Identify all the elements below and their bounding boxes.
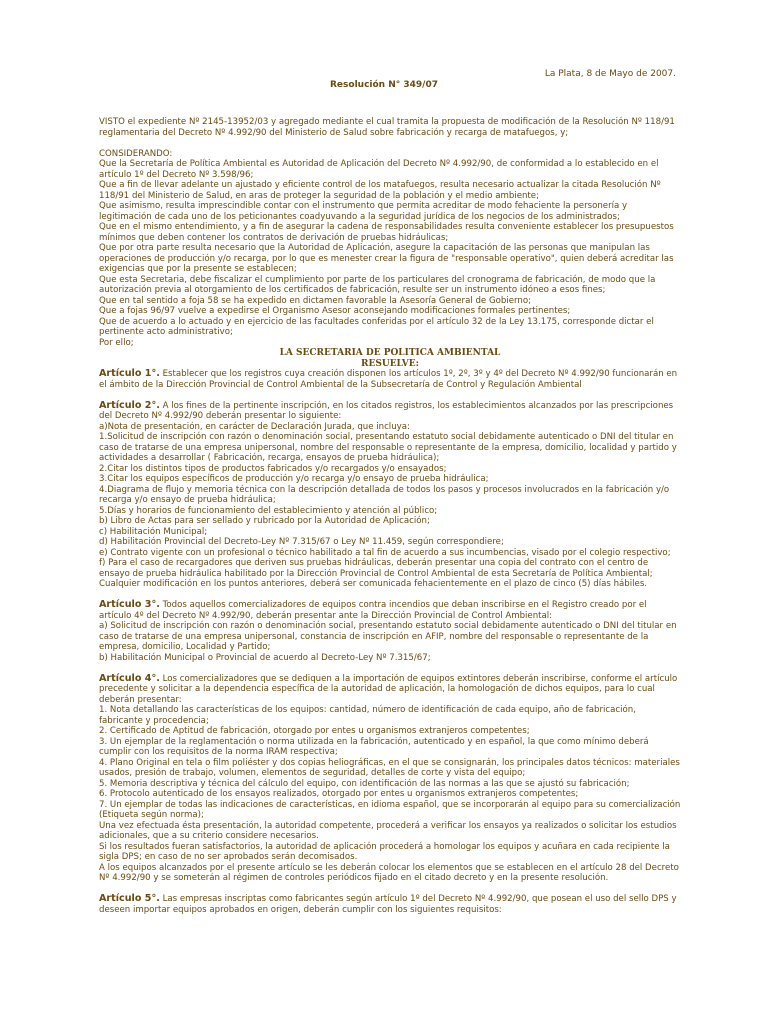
considerando-paragraph: Que a fin de llevar adelante un ajustado y eficiente control de los matafuegos, resulta necesario actualizar la citada Resolución Nº 118/91 del Ministerio de Salud, en aras de proteger la seguridad de la población y el medio ambiente; <box>99 180 661 201</box>
article-item: 1. Nota detallando las características de los equipos: cantidad, número de identificación de cada equipo, año de fabricación, fabricante y procedencia; <box>99 705 636 726</box>
article-5 <box>99 894 681 915</box>
article-item: 5.Días y horarios de funcionamiento del establecimiento y atención al público; <box>99 505 438 516</box>
article-heading: Artículo 5°. <box>99 893 160 904</box>
article-item: Una vez efectuada ésta presentación, la autoridad competente, procederá a verificar los ensayos ya realizados o solicitar los estudios adicionales, que a su criterio considere necesarios. <box>99 820 677 841</box>
article-item: 3.Citar los equipos específicos de producción y/o recarga y/o ensayo de prueba hidráulica; <box>99 474 489 484</box>
article-item: e) Contrato vigente con un profesional o técnico habilitado a tal fin de acuerdo a sus incumbencias, visado por el colegio respectivo; <box>99 547 671 558</box>
considerando-paragraph: Que asimismo, resulta imprescindible contar con el instrumento que permita acreditar de modo fehaciente la personería y legitimación de cada uno de los peticionantes coadyuvando a la seguridad jurídica de los negocios de los administrados; <box>99 201 628 222</box>
article-item: A los equipos alcanzados por el presente artículo se les deberán colocar los elementos que se establecen en el artículo 28 del Decreto Nº 4.992/90 y se someterán al régimen de controles periódicos fijado en el citado decreto y en la presente resolución. <box>99 862 679 883</box>
article-item: a)Nota de presentación, en carácter de Declaración Jurada, que incluya: <box>99 421 410 432</box>
considerando-paragraph: Que en tal sentido a foja 58 se ha expedido en dictamen favorable la Asesoría General de Gobierno; <box>99 295 531 306</box>
article-heading: Artículo 3°. <box>99 599 160 610</box>
article-text: Establecer que los registros cuya creación disponen los artículos 1º, 2º, 3º y 4º del Decreto Nº 4.992/90 funcionarán en el ámbito de la Dirección Provincial de Control Ambiental de la Subsecretaría de Control y Regulación Ambiental <box>99 369 678 390</box>
considerando-paragraph: Por ello; <box>99 337 134 348</box>
article-item: 7. Un ejemplar de todas las indicaciones de características, en idioma español, que se incorporarán al equipo para su comercialización (Etiqueta según norma); <box>99 799 681 820</box>
article-3 <box>99 600 681 621</box>
article-heading: Artículo 1°. <box>99 368 160 379</box>
article-item: 2.Citar los distintos tipos de productos fabricados y/o recargados y/o ensayados; <box>99 463 447 474</box>
article-text: Los comercializadores que se dediquen a la importación de equipos extintores deberán inscribirse, conforme el artículo precedente y solicitar a la dependencia específica de la autoridad de aplicación, la homologación de dichos equipos, para lo cual deberán presentar: <box>99 673 678 705</box>
article-item: f) Para el caso de recargadores que deriven sus pruebas hidráulicas, deberán presentar una copia del contrato con el centro de ensayo de prueba hidráulica habilitado por la Dirección Provincial de Control Ambiental de esta Secretaría de Política Ambiental; <box>99 558 653 579</box>
article-item: b) Habilitación Municipal o Provincial de acuerdo al Decreto-Ley Nº 7.315/67; <box>99 652 431 663</box>
considerando-paragraph: Que en el mismo entendimiento, y a fin de asegurar la cadena de responsabilidades resulta conveniente establecer los presupuestos mínimos que deben contener los contratos de derivación de pruebas hidráulicas; <box>99 222 674 243</box>
visto-paragraph: VISTO el expediente Nº 2145-13952/03 y agregado mediante el cual tramita la propuesta de modificación de la Resolución Nº 118/91 reglamentaria del Decreto Nº 4.992/90 del Ministerio de Salud sobre fabricación y recarga de matafuegos, y; <box>99 117 675 138</box>
article-item: 2. Certificado de Aptitud de fabricación, otorgado por entes u organismos extranjeros competentes; <box>99 726 530 736</box>
document-body <box>99 117 681 915</box>
resolution-number: Resolución N° 349/07 <box>330 80 438 90</box>
article-item: Cualquier modificación en los puntos anteriores, deberá ser comunicada fehacientemente en el plazo de cinco (5) días hábiles. <box>99 579 648 589</box>
considerando-paragraph: Que la Secretaría de Política Ambiental es Autoridad de Aplicación del Decreto Nº 4.992/90, de conformidad a lo establecido en el artículo 1º del Decreto Nº 3.598/96; <box>99 159 659 180</box>
article-heading: Artículo 2°. <box>99 399 160 411</box>
considerando-paragraph: Que por otra parte resulta necesario que la Autoridad de Aplicación, asegure la capacitación de las personas que manipulan las operaciones de producción y/o recarga, por lo que es menester crear la figura de "responsable operativo", quien deberá acreditar las exigencias que por la presente se establecen; <box>99 243 674 274</box>
article-heading: Artículo 4°. <box>99 672 160 684</box>
article-item: Si los resultados fueran satisfactorios, la autoridad de aplicación procederá a homologar los equipos y acuñara en cada recipiente la sigla DPS; en caso de no ser aprobados serán decomisados. <box>99 841 670 862</box>
article-1 <box>99 369 681 390</box>
article-4 <box>99 674 681 706</box>
article-item: 4.Diagrama de flujo y memoria técnica con la descripción detallada de todos los pasos y procesos involucrados en la fabricación y/o recarga y/o ensayo de prueba hidráulica; <box>99 484 670 505</box>
article-text: Todos aquellos comercializadores de equipos contra incendios que deban inscribirse en el Registro creado por el artículo 4º del Decreto Nº 4.992/90, deberán presentar ante la Dirección Provincial de Control Ambiental: <box>99 600 647 621</box>
authority-heading: LA SECRETARIA DE POLITICA AMBIENTAL <box>279 348 501 358</box>
article-text: A los fines de la pertinente inscripción, en los citados registros, los establecimientos alcanzados por las prescripciones del Decreto Nº 4.992/90 deberán presentar lo siguiente: <box>99 400 674 421</box>
article-item: 6. Protocolo autenticado de los ensayos realizados, otorgado por entes u organismos extranjeros competentes; <box>99 789 579 799</box>
document-date: La Plata, 8 de Mayo de 2007. <box>544 69 676 79</box>
article-item: 3. Un ejemplar de la reglamentación o norma utilizada en la fabricación, autenticado y en español, la que como mínimo deberá cumplir con los requisitos de la norma IRAM respectiva; <box>99 736 649 757</box>
considerando-paragraph: Que a fojas 96/97 vuelve a expedirse el Organismo Asesor aconsejando modificaciones formales pertinentes; <box>99 306 571 316</box>
resuelve-heading: RESUELVE: <box>361 358 419 369</box>
considerando-paragraph: Que de acuerdo a lo actuado y en ejercicio de las facultades conferidas por el artículo 32 de la Ley 13.175, corresponde dictar el pertinente acto administrativo; <box>99 316 654 337</box>
article-item: a) Solicitud de inscripción con razón o denominación social, presentando estatuto social debidamente autenticado o DNI del titular en caso de tratarse de una empresa unipersonal, constancia de inscripción en AFIP, nombre del responsable o representante de la empresa, domicilio, Localidad y Partido; <box>99 621 677 652</box>
article-item: 1.Solicitud de inscripción con razón o denominación social, presentando estatuto social debidamente autenticado o DNI del titular en caso de tratarse de una empresa unipersonal, nombre del responsable o representante de la empresa, domicilio, localidad y partido y actividades a desarrollar ( Fabricación, recarga, ensayos de prueba hidráulica); <box>99 432 677 463</box>
article-item: d) Habilitación Provincial del Decreto-Ley Nº 7.315/67 o Ley Nº 11.459, según correspondiere; <box>99 537 504 547</box>
article-item: b) Libro de Actas para ser sellado y rubricado por la Autoridad de Aplicación; <box>99 516 430 526</box>
article-text: Las empresas inscriptas como fabricantes según artículo 1º del Decreto Nº 4.992/90, que posean el uso del sello DPS y deseen importar equipos aprobados en origen, deberán cumplir con los siguientes requisitos: <box>99 894 677 915</box>
article-2 <box>99 401 681 422</box>
considerando-title: CONSIDERANDO: <box>99 148 173 159</box>
article-item: 4. Plano Original en tela o film poliéster y dos copias heliográficas, en el que se consignarán, los principales datos técnicos: materiales usados, presión de trabajo, volumen, elementos de seguridad, detalles de corte y vista del equipo; <box>99 757 680 778</box>
considerando-paragraph: Que esta Secretaria, debe fiscalizar el cumplimiento por parte de los particulares del cronograma de fabricación, de modo que la autorización previa al otorgamiento de los certificados de fabricación, resulte ser un instrumento idóneo a esos fines; <box>99 274 656 295</box>
article-item: c) Habilitación Municipal; <box>99 526 208 537</box>
article-item: 5. Memoria descriptiva y técnica del cálculo del equipo, con identificación de las normas a las que se ajustó su fabricación; <box>99 778 630 789</box>
